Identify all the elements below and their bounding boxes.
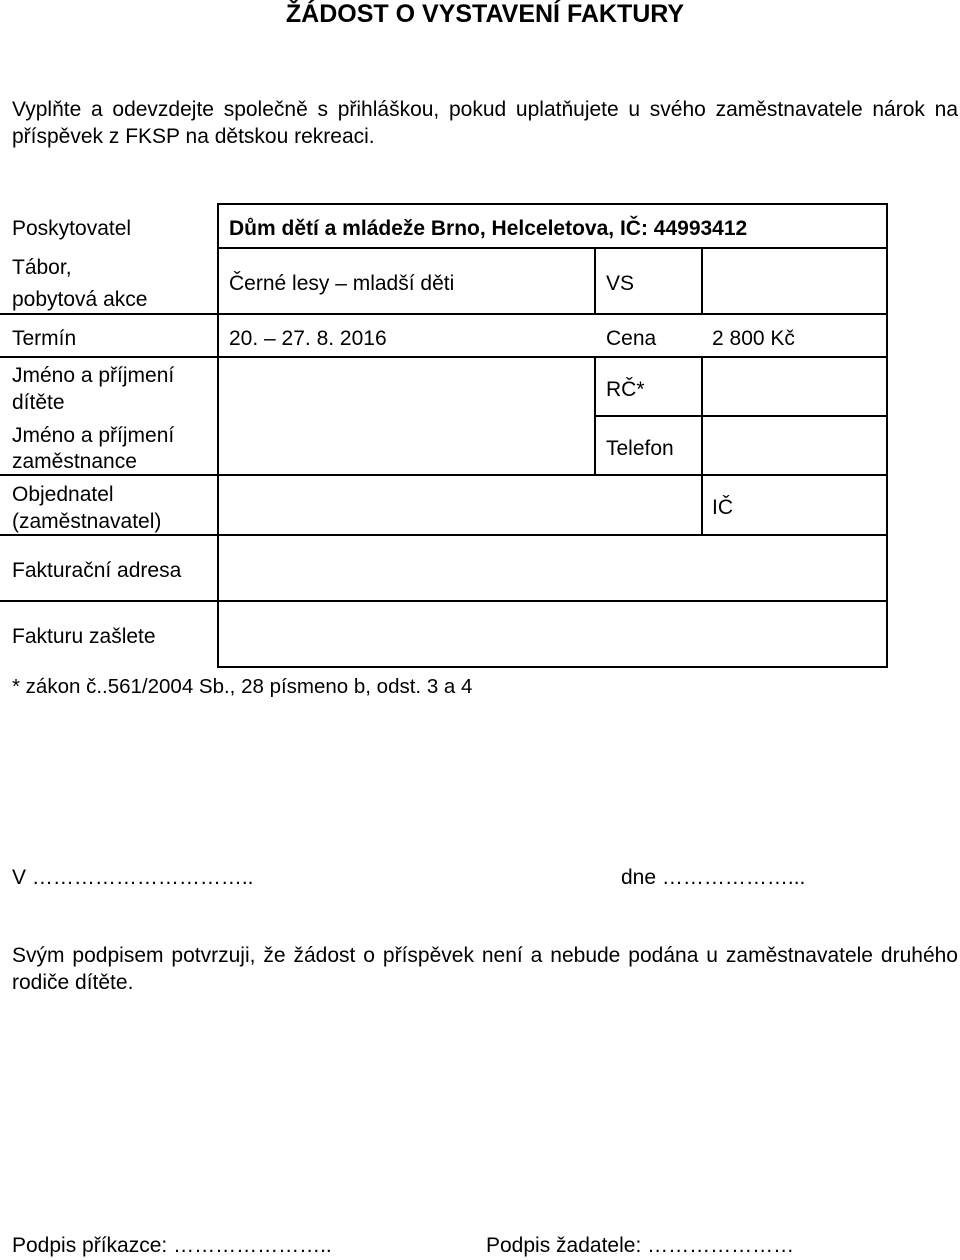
footnote: * zákon č..561/2004 Sb., 28 písmeno b, odst. 3 a 4 xyxy=(12,675,473,698)
orderer-label-line2: (zaměstnavatel) xyxy=(12,510,162,533)
date-line[interactable]: dne ………………... xyxy=(621,866,806,889)
vs-field[interactable] xyxy=(705,251,883,311)
table-border xyxy=(701,356,703,476)
child-label-line1: Jméno a příjmení xyxy=(12,364,175,387)
child-label-line2: dítěte xyxy=(12,391,65,414)
table-border xyxy=(594,356,596,476)
provider-label: Poskytovatel xyxy=(12,217,132,240)
rc-label: RČ* xyxy=(606,378,645,401)
send-invoice-label: Fakturu zašlete xyxy=(12,625,156,648)
applicant-signature-line[interactable]: Podpis žadatele: ………………… xyxy=(486,1234,795,1257)
table-border xyxy=(217,666,888,668)
camp-label-line1: Tábor, xyxy=(12,256,72,279)
employee-label-line1: Jméno a příjmení xyxy=(12,424,175,447)
orderer-label-line1: Objednatel xyxy=(12,483,114,506)
camp-label-line2: pobytová akce xyxy=(12,288,148,311)
term-value: 20. – 27. 8. 2016 xyxy=(229,327,387,350)
table-border xyxy=(701,247,703,315)
billing-address-field[interactable] xyxy=(221,539,883,598)
send-invoice-field[interactable] xyxy=(221,605,883,664)
camp-value: Černé lesy – mladší děti xyxy=(229,272,455,295)
table-border xyxy=(886,203,888,537)
page-title: ŽÁDOST O VYSTAVENÍ FAKTURY xyxy=(285,0,685,28)
employee-label-line2: zaměstnance xyxy=(12,450,137,473)
employee-name-field[interactable] xyxy=(221,420,591,472)
phone-label: Telefon xyxy=(606,437,674,460)
table-border xyxy=(594,415,888,417)
table-border xyxy=(886,600,888,668)
table-border xyxy=(217,203,219,668)
table-border xyxy=(0,356,888,358)
place-line[interactable]: V ………………………….. xyxy=(12,866,254,889)
term-label: Termín xyxy=(12,327,77,350)
declaration-text: Svým podpisem potvrzuji, že žádost o příspěvek není a nebude podána u zaměstnavatele druhého rodiče dítěte. xyxy=(12,944,958,994)
child-name-field[interactable] xyxy=(221,360,591,414)
table-border xyxy=(701,474,703,536)
phone-field[interactable] xyxy=(705,420,883,472)
vs-label: VS xyxy=(606,272,635,295)
billing-address-label: Fakturační adresa xyxy=(12,559,182,582)
table-border xyxy=(594,247,596,315)
table-border xyxy=(0,600,888,602)
approver-signature-line[interactable]: Podpis příkazce: ………………….. xyxy=(12,1234,332,1257)
orderer-field[interactable] xyxy=(221,479,698,532)
table-border xyxy=(217,247,888,249)
rc-field[interactable] xyxy=(705,360,883,414)
ic-label: IČ xyxy=(712,496,733,519)
price-value: 2 800 Kč xyxy=(712,327,795,350)
price-label: Cena xyxy=(606,327,657,350)
intro-text: Vyplňte a odevzdejte společně s přihláškou, pokud uplatňujete u svého zaměstnavatele nárok na příspěvek z FKSP na dětskou rekreaci. xyxy=(12,98,958,148)
table-border xyxy=(0,313,888,315)
provider-value: Dům dětí a mládeže Brno, Helceletova, IČ: 44993412 xyxy=(229,217,748,240)
table-border xyxy=(886,536,888,600)
table-border xyxy=(217,203,888,205)
